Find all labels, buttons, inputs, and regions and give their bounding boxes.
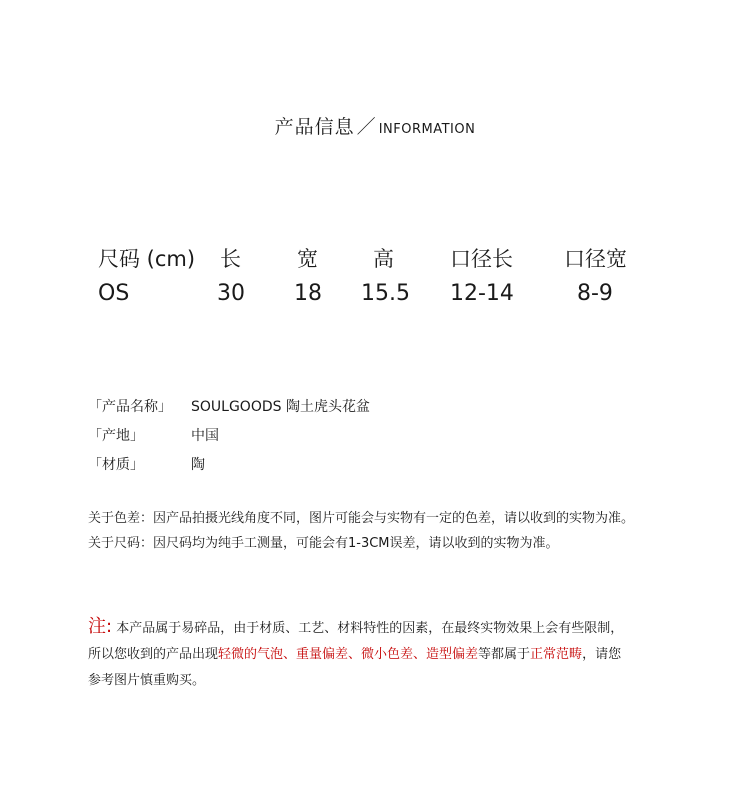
info-value: 陶	[191, 457, 205, 473]
size-value-width: 18	[294, 281, 322, 306]
warning-text: ，请您	[582, 647, 622, 662]
size-value-height: 15.5	[361, 281, 410, 306]
size-header-length: 长	[220, 247, 241, 271]
size-value-size: OS	[98, 281, 130, 306]
size-header-mouth-width: 口径宽	[564, 247, 627, 271]
size-header-height: 高	[373, 247, 394, 271]
size-header-size: 尺码 (cm)	[98, 247, 196, 271]
info-row-name	[88, 396, 370, 416]
size-error-note: 关于尺码：因尺码均为纯手工测量，可能会有1-3CM误差，请以收到的实物为准。	[88, 536, 559, 551]
warning-highlight-normal: 正常范畴	[530, 647, 583, 662]
warning-colon: :	[106, 616, 113, 637]
size-header-mouth-length: 口径长	[450, 247, 513, 271]
title-en: INFORMATION	[378, 122, 476, 137]
size-table	[0, 243, 750, 323]
warning-line-3: 参考图片慎重购买。	[88, 673, 206, 688]
title-cn: 产品信息	[274, 116, 355, 138]
fragile-warning	[88, 614, 688, 694]
warning-text: 等都属于	[478, 647, 531, 662]
title-slash: ／	[356, 116, 377, 138]
info-value: 中国	[191, 428, 219, 444]
info-row-origin	[88, 425, 219, 445]
size-value-length: 30	[217, 281, 245, 306]
info-label: 「材质」	[88, 457, 144, 473]
info-label: 「产品名称」	[88, 399, 172, 415]
size-value-mouth-width: 8-9	[577, 281, 613, 306]
warning-text: 所以您收到的产品出现	[88, 647, 219, 662]
info-value: SOULGOODS 陶土虎头花盆	[191, 399, 370, 415]
warning-line-1	[88, 614, 688, 642]
section-title	[0, 112, 750, 139]
warning-text: 本产品属于易碎品，由于材质、工艺、材料特性的因素，在最终实物效果上会有些限制，	[112, 621, 624, 636]
warning-mark: 注	[88, 616, 106, 637]
info-label: 「产地」	[88, 428, 144, 444]
size-value-mouth-length: 12-14	[450, 281, 514, 306]
color-difference-note: 关于色差：因产品拍摄光线角度不同，图片可能会与实物有一定的色差，请以收到的实物为准。	[88, 511, 635, 526]
warning-line-2	[88, 642, 688, 668]
warning-highlight-defects: 轻微的气泡、重量偏差、微小色差、造型偏差	[218, 647, 479, 662]
size-header-width: 宽	[297, 247, 318, 271]
info-row-material	[88, 454, 205, 474]
